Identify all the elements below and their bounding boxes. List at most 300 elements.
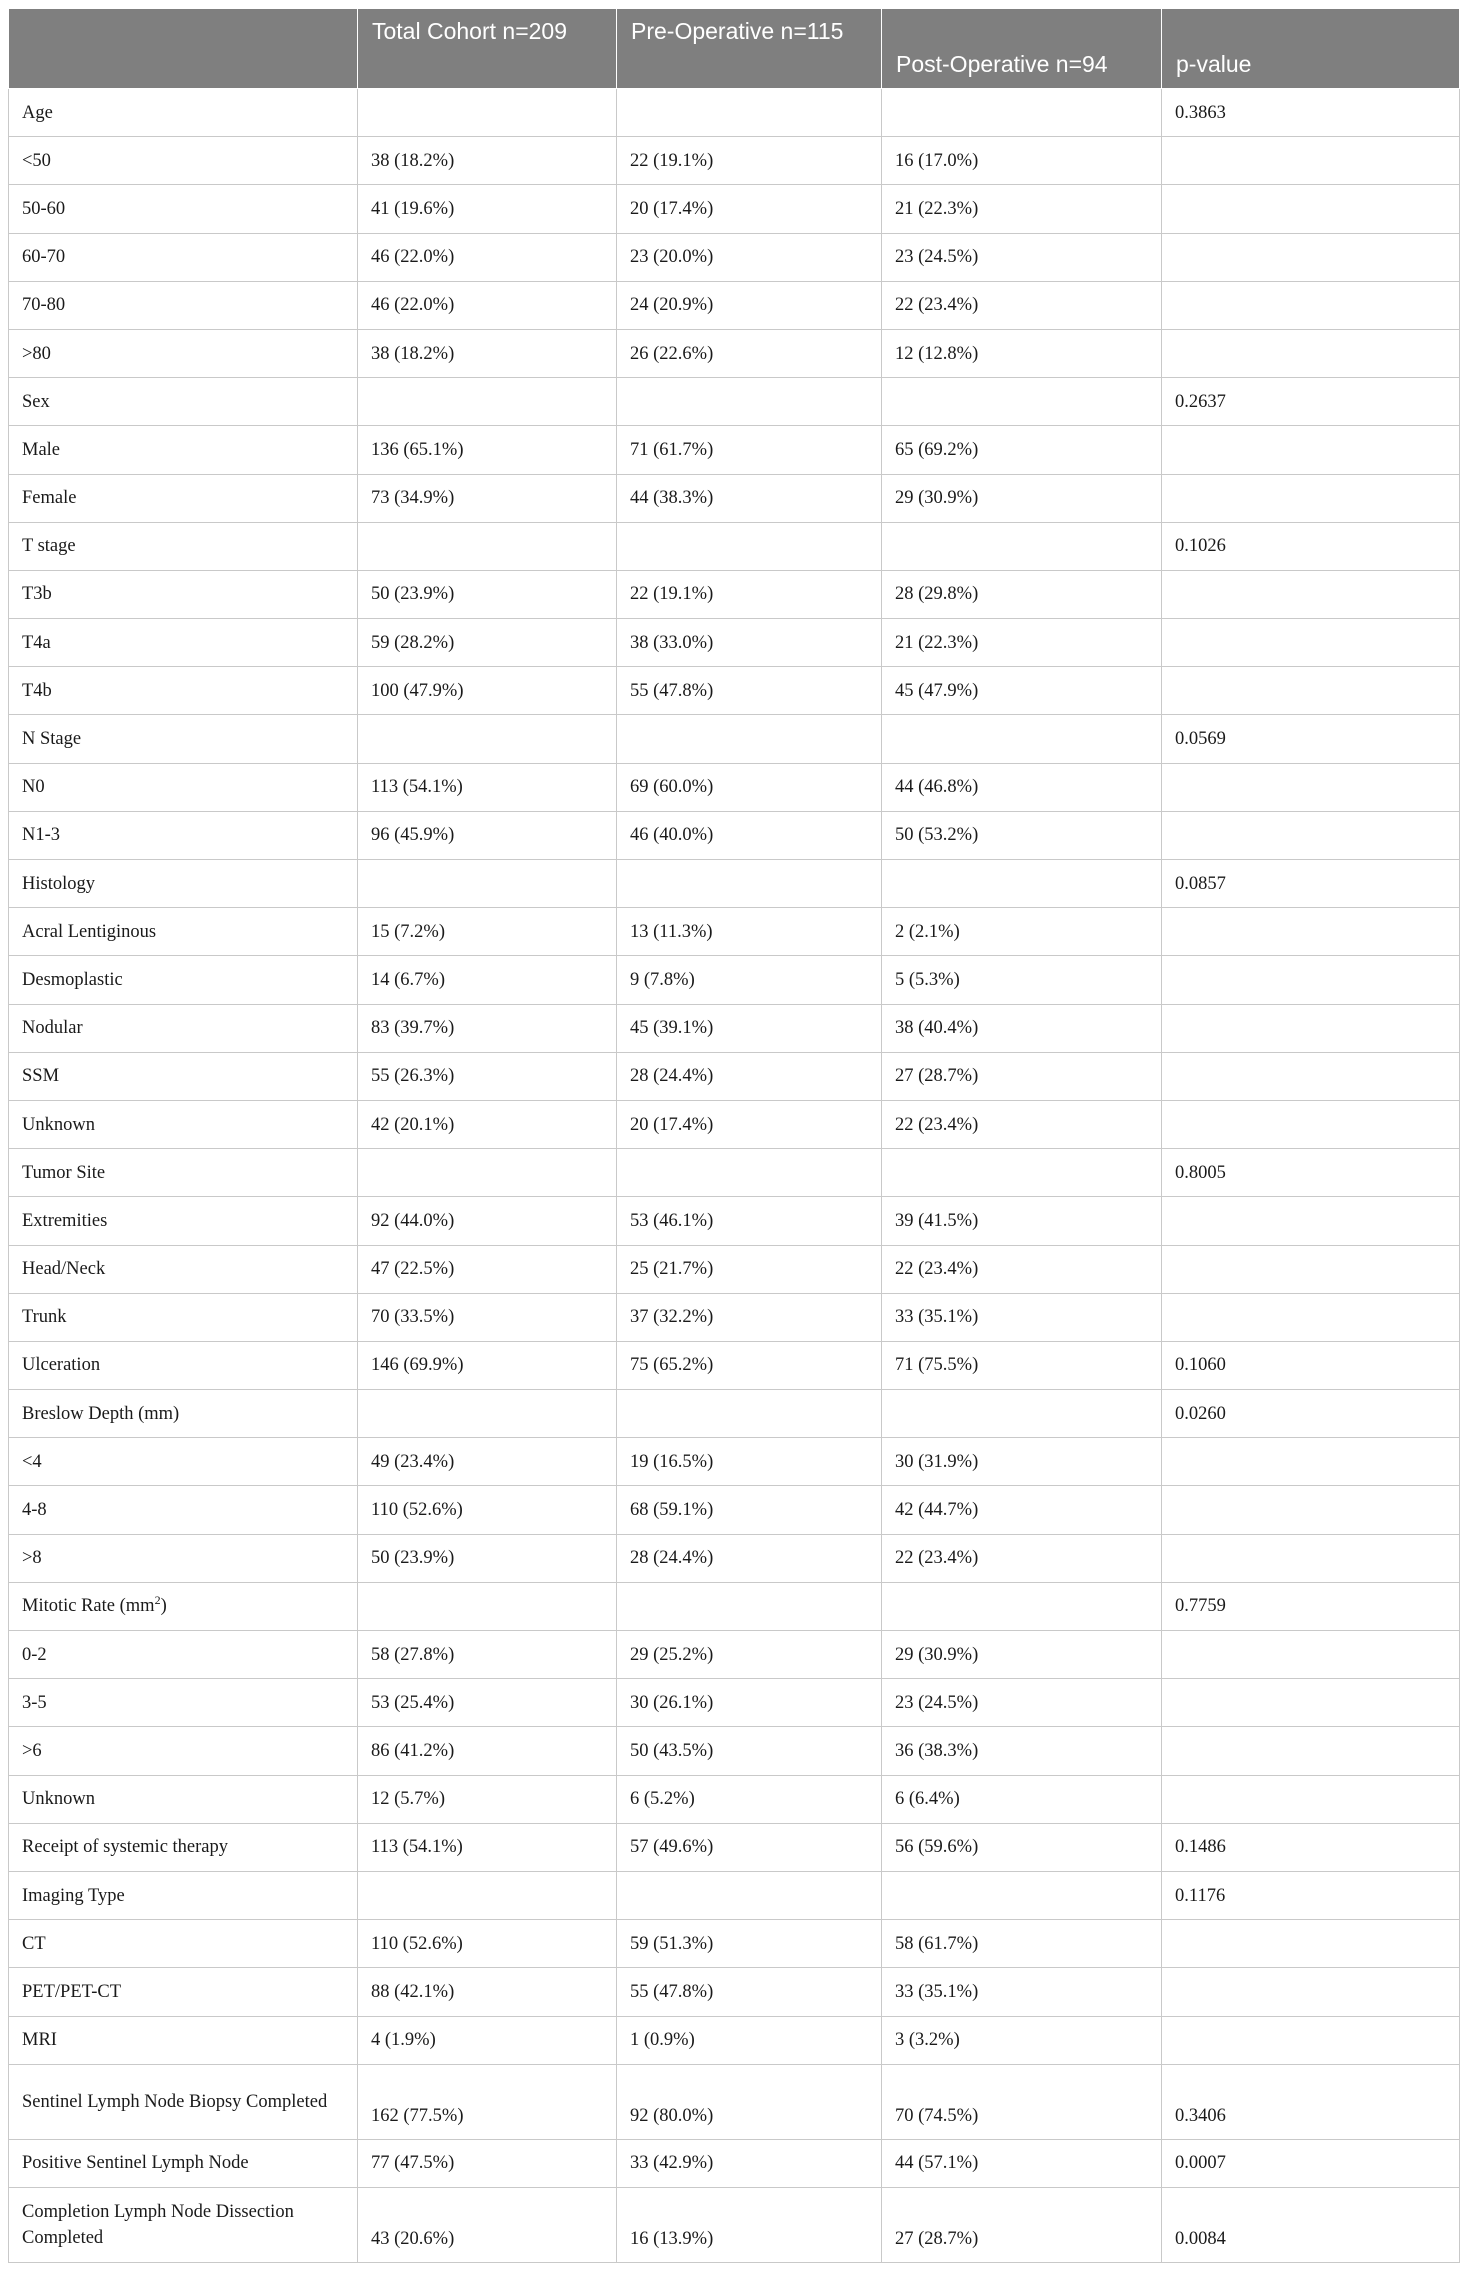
post-operative-cell: 12 (12.8%) xyxy=(882,329,1162,377)
total-cohort-cell: 46 (22.0%) xyxy=(358,281,617,329)
p-value-cell: 0.8005 xyxy=(1162,1149,1460,1197)
p-value-cell xyxy=(1162,1197,1460,1245)
row-label-text: Desmoplastic xyxy=(22,969,123,990)
row-label-text: T3b xyxy=(22,584,52,605)
header-total-cohort: Total Cohort n=209 xyxy=(358,9,617,89)
total-cohort-cell: 59 (28.2%) xyxy=(358,619,617,667)
table-body xyxy=(9,89,1460,2263)
row-label-text: 60-70 xyxy=(22,247,66,268)
row-label-text: >8 xyxy=(22,1548,42,1569)
row-label xyxy=(9,522,358,570)
row-label xyxy=(9,1004,358,1052)
p-value-cell xyxy=(1162,667,1460,715)
row-label xyxy=(9,1438,358,1486)
table-row xyxy=(9,619,1460,667)
row-label xyxy=(9,956,358,1004)
total-cohort-cell: 4 (1.9%) xyxy=(358,2016,617,2064)
total-cohort-cell: 88 (42.1%) xyxy=(358,1968,617,2016)
post-operative-cell xyxy=(882,89,1162,137)
post-operative-cell: 21 (22.3%) xyxy=(882,619,1162,667)
row-label-text: Histology xyxy=(22,873,95,894)
row-label-text: Head/Neck xyxy=(22,1259,106,1280)
total-cohort-cell: 38 (18.2%) xyxy=(358,329,617,377)
header-pre-operative: Pre-Operative n=115 xyxy=(617,9,882,89)
row-label xyxy=(9,2064,358,2139)
row-label-text: MRI xyxy=(22,2030,57,2051)
pre-operative-cell: 6 (5.2%) xyxy=(617,1775,882,1823)
row-label-text: 4-8 xyxy=(22,1500,47,1521)
total-cohort-cell: 42 (20.1%) xyxy=(358,1100,617,1148)
total-cohort-cell: 100 (47.9%) xyxy=(358,667,617,715)
row-label xyxy=(9,1920,358,1968)
row-label-text: N Stage xyxy=(22,729,82,750)
total-cohort-cell: 15 (7.2%) xyxy=(358,908,617,956)
table-row xyxy=(9,233,1460,281)
post-operative-cell: 22 (23.4%) xyxy=(882,1100,1162,1148)
post-operative-cell: 23 (24.5%) xyxy=(882,233,1162,281)
total-cohort-cell: 47 (22.5%) xyxy=(358,1245,617,1293)
pre-operative-cell: 29 (25.2%) xyxy=(617,1631,882,1679)
row-label xyxy=(9,378,358,426)
post-operative-cell: 65 (69.2%) xyxy=(882,426,1162,474)
pre-operative-cell: 57 (49.6%) xyxy=(617,1823,882,1871)
row-label-text: Male xyxy=(22,439,61,460)
row-label xyxy=(9,1631,358,1679)
total-cohort-cell: 83 (39.7%) xyxy=(358,1004,617,1052)
total-cohort-cell xyxy=(358,860,617,908)
pre-operative-cell: 1 (0.9%) xyxy=(617,2016,882,2064)
row-label xyxy=(9,2016,358,2064)
row-label-text: N1-3 xyxy=(22,825,61,846)
post-operative-cell: 36 (38.3%) xyxy=(882,1727,1162,1775)
pre-operative-cell: 68 (59.1%) xyxy=(617,1486,882,1534)
row-label xyxy=(9,1871,358,1919)
post-operative-cell: 71 (75.5%) xyxy=(882,1341,1162,1389)
p-value-cell: 0.1486 xyxy=(1162,1823,1460,1871)
p-value-cell: 0.0007 xyxy=(1162,2139,1460,2187)
pre-operative-cell: 13 (11.3%) xyxy=(617,908,882,956)
p-value-cell xyxy=(1162,1920,1460,1968)
post-operative-cell: 50 (53.2%) xyxy=(882,811,1162,859)
row-label xyxy=(9,1245,358,1293)
table-row xyxy=(9,329,1460,377)
table-row xyxy=(9,715,1460,763)
row-label-text: >6 xyxy=(22,1740,42,1761)
row-label-text: <4 xyxy=(22,1451,42,1472)
total-cohort-cell: 77 (47.5%) xyxy=(358,2139,617,2187)
pre-operative-cell xyxy=(617,89,882,137)
pre-operative-cell xyxy=(617,1871,882,1919)
total-cohort-cell xyxy=(358,378,617,426)
table-row xyxy=(9,281,1460,329)
table-row xyxy=(9,185,1460,233)
pre-operative-cell xyxy=(617,1149,882,1197)
pre-operative-cell: 16 (13.9%) xyxy=(617,2187,882,2262)
table-row xyxy=(9,2187,1460,2262)
pre-operative-cell: 75 (65.2%) xyxy=(617,1341,882,1389)
row-label xyxy=(9,233,358,281)
p-value-cell xyxy=(1162,281,1460,329)
total-cohort-cell: 110 (52.6%) xyxy=(358,1920,617,1968)
row-label xyxy=(9,1775,358,1823)
row-label xyxy=(9,1968,358,2016)
post-operative-cell: 33 (35.1%) xyxy=(882,1293,1162,1341)
total-cohort-cell xyxy=(358,1390,617,1438)
pre-operative-cell: 55 (47.8%) xyxy=(617,1968,882,2016)
pre-operative-cell: 45 (39.1%) xyxy=(617,1004,882,1052)
table-row xyxy=(9,1004,1460,1052)
row-label xyxy=(9,1149,358,1197)
p-value-cell xyxy=(1162,1438,1460,1486)
row-label-text: Positive Sentinel Lymph Node xyxy=(22,2153,249,2174)
pre-operative-cell: 25 (21.7%) xyxy=(617,1245,882,1293)
post-operative-cell: 45 (47.9%) xyxy=(882,667,1162,715)
total-cohort-cell xyxy=(358,1582,617,1630)
row-label xyxy=(9,1486,358,1534)
table-row xyxy=(9,1920,1460,1968)
post-operative-cell xyxy=(882,1149,1162,1197)
post-operative-cell: 38 (40.4%) xyxy=(882,1004,1162,1052)
row-label xyxy=(9,137,358,185)
pre-operative-cell: 50 (43.5%) xyxy=(617,1727,882,1775)
row-label-text: Acral Lentiginous xyxy=(22,921,157,942)
row-label-text: Ulceration xyxy=(22,1355,101,1376)
row-label-text: N0 xyxy=(22,777,45,798)
table-row xyxy=(9,1100,1460,1148)
cohort-characteristics-table xyxy=(8,8,1460,2263)
p-value-cell xyxy=(1162,1100,1460,1148)
row-label xyxy=(9,1293,358,1341)
table-row xyxy=(9,1823,1460,1871)
row-label-text: 70-80 xyxy=(22,295,66,316)
post-operative-cell xyxy=(882,715,1162,763)
p-value-cell xyxy=(1162,2016,1460,2064)
row-label-text: Extremities xyxy=(22,1210,108,1231)
row-label-text: 50-60 xyxy=(22,198,66,219)
p-value-cell xyxy=(1162,1534,1460,1582)
pre-operative-cell: 20 (17.4%) xyxy=(617,185,882,233)
pre-operative-cell: 55 (47.8%) xyxy=(617,667,882,715)
row-label-text: CT xyxy=(22,1933,46,1954)
table-row xyxy=(9,1582,1460,1630)
post-operative-cell xyxy=(882,1390,1162,1438)
post-operative-cell: 29 (30.9%) xyxy=(882,1631,1162,1679)
p-value-cell xyxy=(1162,1245,1460,1293)
total-cohort-cell: 43 (20.6%) xyxy=(358,2187,617,2262)
total-cohort-cell: 92 (44.0%) xyxy=(358,1197,617,1245)
row-label-text: Mitotic Rate (mm xyxy=(22,1596,155,1617)
post-operative-cell: 28 (29.8%) xyxy=(882,570,1162,618)
row-label xyxy=(9,1341,358,1389)
row-label xyxy=(9,2139,358,2187)
post-operative-cell: 6 (6.4%) xyxy=(882,1775,1162,1823)
pre-operative-cell xyxy=(617,715,882,763)
row-label xyxy=(9,715,358,763)
post-operative-cell xyxy=(882,860,1162,908)
row-label-text: <50 xyxy=(22,150,51,171)
table-row xyxy=(9,474,1460,522)
row-label xyxy=(9,2187,358,2262)
row-label-text: T stage xyxy=(22,536,76,557)
table-header-row xyxy=(9,9,1460,89)
row-label-text: Completion Lymph Node Dissection Completed xyxy=(22,2201,294,2248)
pre-operative-cell xyxy=(617,1582,882,1630)
table-row xyxy=(9,1293,1460,1341)
row-label xyxy=(9,667,358,715)
table-row xyxy=(9,570,1460,618)
total-cohort-cell: 96 (45.9%) xyxy=(358,811,617,859)
post-operative-cell xyxy=(882,1582,1162,1630)
table-row xyxy=(9,763,1460,811)
post-operative-cell: 2 (2.1%) xyxy=(882,908,1162,956)
total-cohort-cell: 86 (41.2%) xyxy=(358,1727,617,1775)
p-value-cell xyxy=(1162,619,1460,667)
post-operative-cell: 23 (24.5%) xyxy=(882,1679,1162,1727)
row-label-text: T4b xyxy=(22,680,52,701)
row-label xyxy=(9,811,358,859)
post-operative-cell: 58 (61.7%) xyxy=(882,1920,1162,1968)
row-label-suffix: ) xyxy=(160,1596,167,1617)
pre-operative-cell: 92 (80.0%) xyxy=(617,2064,882,2139)
total-cohort-cell: 58 (27.8%) xyxy=(358,1631,617,1679)
row-label xyxy=(9,185,358,233)
p-value-cell xyxy=(1162,185,1460,233)
p-value-cell: 0.0260 xyxy=(1162,1390,1460,1438)
row-label xyxy=(9,1582,358,1630)
post-operative-cell xyxy=(882,522,1162,570)
row-label-text: Trunk xyxy=(22,1307,67,1328)
row-label-text: SSM xyxy=(22,1066,60,1087)
total-cohort-cell: 50 (23.9%) xyxy=(358,1534,617,1582)
total-cohort-cell: 70 (33.5%) xyxy=(358,1293,617,1341)
row-label xyxy=(9,570,358,618)
row-label-text: Sex xyxy=(22,391,50,412)
row-label-text: Age xyxy=(22,102,53,123)
table-row xyxy=(9,1727,1460,1775)
p-value-cell: 0.1026 xyxy=(1162,522,1460,570)
pre-operative-cell xyxy=(617,522,882,570)
table-row xyxy=(9,378,1460,426)
pre-operative-cell: 69 (60.0%) xyxy=(617,763,882,811)
row-label-text: Tumor Site xyxy=(22,1162,106,1183)
table-row xyxy=(9,1438,1460,1486)
table-row xyxy=(9,860,1460,908)
table-row xyxy=(9,1149,1460,1197)
table-row xyxy=(9,811,1460,859)
pre-operative-cell: 37 (32.2%) xyxy=(617,1293,882,1341)
total-cohort-cell: 162 (77.5%) xyxy=(358,2064,617,2139)
row-label-text: Unknown xyxy=(22,1789,95,1810)
row-label xyxy=(9,860,358,908)
row-label-text: Nodular xyxy=(22,1018,83,1039)
row-label-text: Imaging Type xyxy=(22,1885,125,1906)
p-value-cell xyxy=(1162,1679,1460,1727)
p-value-cell xyxy=(1162,1004,1460,1052)
post-operative-cell: 22 (23.4%) xyxy=(882,281,1162,329)
post-operative-cell: 5 (5.3%) xyxy=(882,956,1162,1004)
row-label xyxy=(9,1197,358,1245)
pre-operative-cell: 24 (20.9%) xyxy=(617,281,882,329)
row-label-text: PET/PET-CT xyxy=(22,1981,122,2002)
p-value-cell xyxy=(1162,908,1460,956)
table-row xyxy=(9,1775,1460,1823)
p-value-cell xyxy=(1162,426,1460,474)
post-operative-cell: 70 (74.5%) xyxy=(882,2064,1162,2139)
total-cohort-cell: 49 (23.4%) xyxy=(358,1438,617,1486)
post-operative-cell: 22 (23.4%) xyxy=(882,1534,1162,1582)
post-operative-cell xyxy=(882,378,1162,426)
pre-operative-cell: 46 (40.0%) xyxy=(617,811,882,859)
total-cohort-cell xyxy=(358,1149,617,1197)
row-label-text: 0-2 xyxy=(22,1644,47,1665)
p-value-cell xyxy=(1162,1631,1460,1679)
pre-operative-cell: 28 (24.4%) xyxy=(617,1052,882,1100)
pre-operative-cell: 19 (16.5%) xyxy=(617,1438,882,1486)
pre-operative-cell: 30 (26.1%) xyxy=(617,1679,882,1727)
table-row xyxy=(9,1197,1460,1245)
p-value-cell xyxy=(1162,956,1460,1004)
post-operative-cell: 3 (3.2%) xyxy=(882,2016,1162,2064)
p-value-cell: 0.3863 xyxy=(1162,89,1460,137)
row-label xyxy=(9,281,358,329)
post-operative-cell: 39 (41.5%) xyxy=(882,1197,1162,1245)
table-row xyxy=(9,1534,1460,1582)
total-cohort-cell xyxy=(358,522,617,570)
table-row xyxy=(9,1968,1460,2016)
pre-operative-cell xyxy=(617,378,882,426)
post-operative-cell: 44 (57.1%) xyxy=(882,2139,1162,2187)
row-label xyxy=(9,426,358,474)
p-value-cell xyxy=(1162,1486,1460,1534)
row-label-text: T4a xyxy=(22,632,51,653)
total-cohort-cell: 55 (26.3%) xyxy=(358,1052,617,1100)
post-operative-cell: 16 (17.0%) xyxy=(882,137,1162,185)
p-value-cell xyxy=(1162,1775,1460,1823)
table-row xyxy=(9,137,1460,185)
pre-operative-cell: 23 (20.0%) xyxy=(617,233,882,281)
header-p-value: p-value xyxy=(1162,9,1460,89)
post-operative-cell: 27 (28.7%) xyxy=(882,2187,1162,2262)
pre-operative-cell xyxy=(617,860,882,908)
row-label xyxy=(9,1390,358,1438)
row-label xyxy=(9,1823,358,1871)
pre-operative-cell: 20 (17.4%) xyxy=(617,1100,882,1148)
post-operative-cell: 30 (31.9%) xyxy=(882,1438,1162,1486)
total-cohort-cell: 113 (54.1%) xyxy=(358,763,617,811)
total-cohort-cell: 136 (65.1%) xyxy=(358,426,617,474)
total-cohort-cell: 110 (52.6%) xyxy=(358,1486,617,1534)
table-row xyxy=(9,89,1460,137)
post-operative-cell: 44 (46.8%) xyxy=(882,763,1162,811)
p-value-cell xyxy=(1162,1052,1460,1100)
table-row xyxy=(9,1245,1460,1293)
total-cohort-cell: 41 (19.6%) xyxy=(358,185,617,233)
row-label-text: Sentinel Lymph Node Biopsy Completed xyxy=(22,2091,328,2112)
row-label-text: Unknown xyxy=(22,1114,95,1135)
total-cohort-cell: 38 (18.2%) xyxy=(358,137,617,185)
p-value-cell xyxy=(1162,763,1460,811)
table-row xyxy=(9,426,1460,474)
header-label-cell xyxy=(9,9,358,89)
table-row xyxy=(9,2016,1460,2064)
row-label xyxy=(9,1534,358,1582)
table-row xyxy=(9,1631,1460,1679)
table-row xyxy=(9,1486,1460,1534)
p-value-cell: 0.2637 xyxy=(1162,378,1460,426)
pre-operative-cell: 59 (51.3%) xyxy=(617,1920,882,1968)
post-operative-cell: 42 (44.7%) xyxy=(882,1486,1162,1534)
row-label-text: 3-5 xyxy=(22,1692,47,1713)
pre-operative-cell: 44 (38.3%) xyxy=(617,474,882,522)
p-value-cell xyxy=(1162,233,1460,281)
table-row xyxy=(9,956,1460,1004)
table-row xyxy=(9,1679,1460,1727)
row-label xyxy=(9,1100,358,1148)
total-cohort-cell: 73 (34.9%) xyxy=(358,474,617,522)
table-row xyxy=(9,1052,1460,1100)
row-label-superscript: 2 xyxy=(154,1593,161,1608)
p-value-cell: 0.7759 xyxy=(1162,1582,1460,1630)
p-value-cell xyxy=(1162,137,1460,185)
table-row xyxy=(9,1341,1460,1389)
total-cohort-cell: 46 (22.0%) xyxy=(358,233,617,281)
p-value-cell xyxy=(1162,811,1460,859)
pre-operative-cell: 22 (19.1%) xyxy=(617,137,882,185)
total-cohort-cell: 113 (54.1%) xyxy=(358,1823,617,1871)
p-value-cell xyxy=(1162,1293,1460,1341)
post-operative-cell: 33 (35.1%) xyxy=(882,1968,1162,2016)
total-cohort-cell: 146 (69.9%) xyxy=(358,1341,617,1389)
pre-operative-cell: 9 (7.8%) xyxy=(617,956,882,1004)
p-value-cell xyxy=(1162,1727,1460,1775)
post-operative-cell: 56 (59.6%) xyxy=(882,1823,1162,1871)
pre-operative-cell: 71 (61.7%) xyxy=(617,426,882,474)
row-label xyxy=(9,89,358,137)
row-label-text: Receipt of systemic therapy xyxy=(22,1837,229,1858)
p-value-cell: 0.1060 xyxy=(1162,1341,1460,1389)
p-value-cell xyxy=(1162,570,1460,618)
row-label xyxy=(9,763,358,811)
total-cohort-cell: 53 (25.4%) xyxy=(358,1679,617,1727)
p-value-cell: 0.1176 xyxy=(1162,1871,1460,1919)
post-operative-cell: 27 (28.7%) xyxy=(882,1052,1162,1100)
pre-operative-cell: 33 (42.9%) xyxy=(617,2139,882,2187)
row-label-text: Breslow Depth (mm) xyxy=(22,1403,180,1424)
table-row xyxy=(9,2139,1460,2187)
table-row xyxy=(9,522,1460,570)
p-value-cell: 0.3406 xyxy=(1162,2064,1460,2139)
pre-operative-cell xyxy=(617,1390,882,1438)
total-cohort-cell: 14 (6.7%) xyxy=(358,956,617,1004)
p-value-cell xyxy=(1162,474,1460,522)
row-label xyxy=(9,1679,358,1727)
post-operative-cell: 29 (30.9%) xyxy=(882,474,1162,522)
pre-operative-cell: 38 (33.0%) xyxy=(617,619,882,667)
total-cohort-cell: 50 (23.9%) xyxy=(358,570,617,618)
p-value-cell: 0.0857 xyxy=(1162,860,1460,908)
p-value-cell xyxy=(1162,329,1460,377)
total-cohort-cell xyxy=(358,89,617,137)
post-operative-cell xyxy=(882,1871,1162,1919)
row-label-text: >80 xyxy=(22,343,51,364)
p-value-cell xyxy=(1162,1968,1460,2016)
table-row xyxy=(9,1390,1460,1438)
pre-operative-cell: 53 (46.1%) xyxy=(617,1197,882,1245)
pre-operative-cell: 26 (22.6%) xyxy=(617,329,882,377)
row-label xyxy=(9,1727,358,1775)
row-label xyxy=(9,474,358,522)
pre-operative-cell: 22 (19.1%) xyxy=(617,570,882,618)
